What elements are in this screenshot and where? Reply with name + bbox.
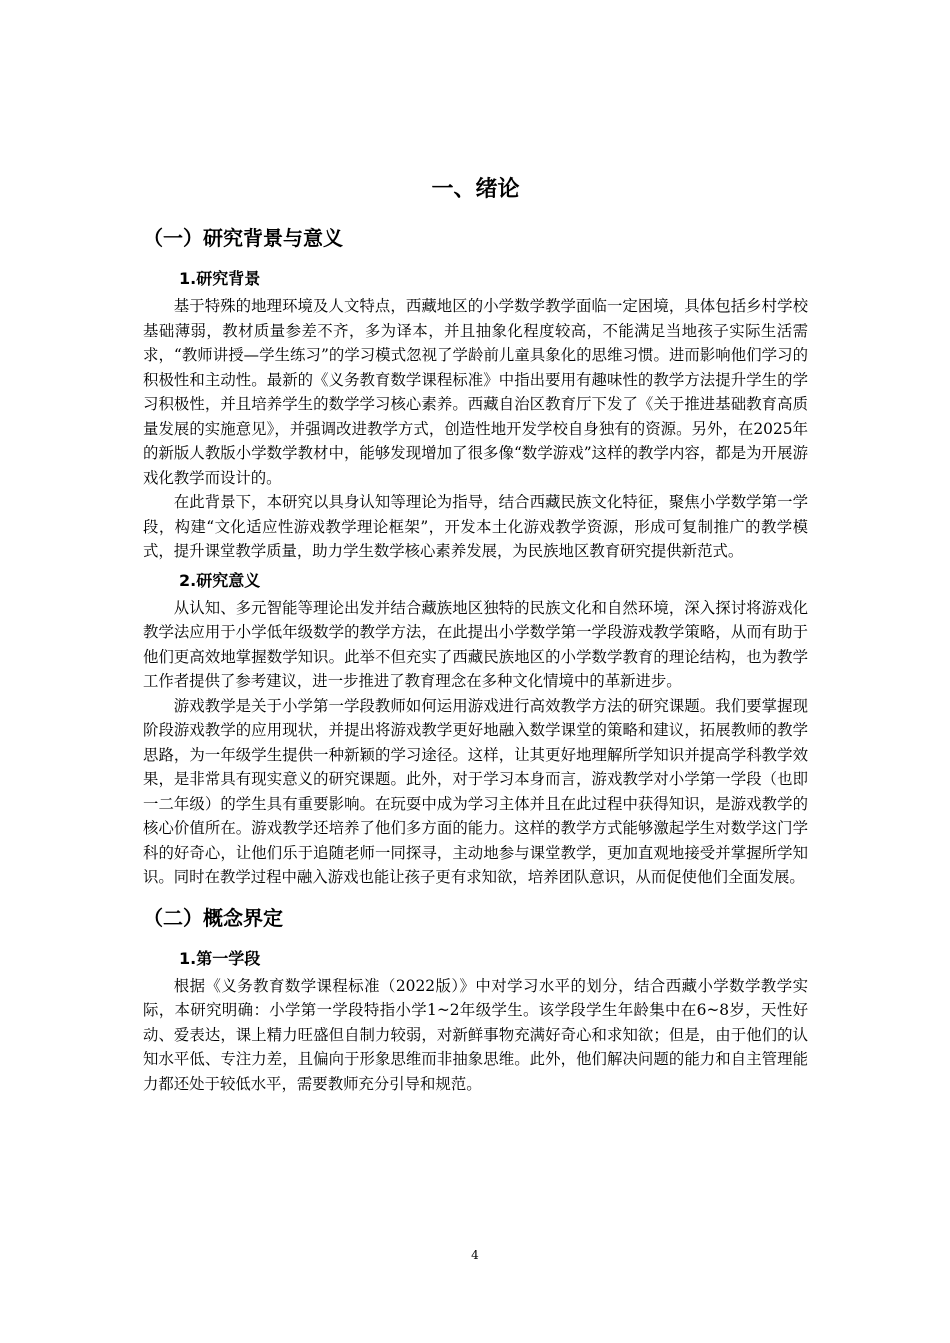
chapter-title: 一、绪论 [431,177,520,202]
subsection-heading-first-stage: 1.第一学段 [179,948,261,968]
paragraph: 基于特殊的地理环境及人文特点，西藏地区的小学数学教学面临一定困境，具体包括乡村学校基础薄弱，教材质量参差不齐，多为译本，并且抽象化程度较高，不能满足当地孩子实际生活需求，“教师讲授—学生练习”的学习模式忽视了学龄前儿童具象化的思维习惯。进而影响他们学习的积极性和主动性。最新的《义务教育数学课程标准》中指出要用有趣味性的教学方法提升学生的学习积极性，并且培养学生的数学学习核心素养。西藏自治区教育厅下发了《关于推进基础教育高质量发展的实施意见》，并强调改进教学方式，创造性地开发学校自身独有的资源。另外，在2025年的新版人教版小学数学教材中，能够发现增加了很多像“数学游戏”这样的教学内容，都是为开展游戏化教学而设计的。 [143,297,808,487]
paragraph: 从认知、多元智能等理论出发并结合藏族地区独特的民族文化和自然环境，深入探讨将游戏化教学法应用于小学低年级数学的教学方法，在此提出小学数学第一学段游戏教学策略，从而有助于他们更高效地掌握数学知识。此举不但充实了西藏民族地区的小学数学教育的理论结构，也为教学工作者提供了参考建议，进一步推进了教育理念在多种文化情境中的革新进步。 [143,598,808,690]
page-number: 4 [471,1248,479,1262]
paragraph: 在此背景下，本研究以具身认知等理论为指导，结合西藏民族文化特征，聚焦小学数学第一学段，构建“文化适应性游戏教学理论框架”，开发本土化游戏教学资源，形成可复制推广的教学模式，提升课堂教学质量，助力学生数学核心素养发展，为民族地区教育研究提供新范式。 [143,493,808,560]
section-heading-background-significance: （一）研究背景与意义 [143,226,343,250]
page-body [143,172,808,1096]
section-heading-concept-definition: （二）概念界定 [143,905,283,930]
subsection-heading-research-background: 1.研究背景 [179,269,261,288]
paragraph: 游戏教学是关于小学第一学段教师如何运用游戏进行高效教学方法的研究课题。我们要掌握现阶段游戏教学的应用现状，并提出将游戏教学更好地融入数学课堂的策略和建议，拓展教师的教学思路，为一年级学生提供一种新颖的学习途径。这样，让其更好地理解所学知识并提高学科教学效果，是非常具有现实意义的研究课题。此外，对于学习本身而言，游戏教学对小学第一学段（也即一二年级）的学生具有重要影响。在玩耍中成为学习主体并且在此过程中获得知识，是游戏教学的核心价值所在。游戏教学还培养了他们多方面的能力。这样的教学方式能够激起学生对数学这门学科的好奇心，让他们乐于追随老师一同探寻，主动地参与课堂教学，更加直观地接受并掌握所学知识。同时在教学过程中融入游戏也能让孩子更有求知欲，培养团队意识，从而促使他们全面发展。 [143,696,808,886]
subsection-heading-research-significance: 2.研究意义 [179,570,261,590]
paragraph: 根据《义务教育数学课程标准（2022版）》中对学习水平的划分，结合西藏小学数学教学实际，本研究明确：小学第一学段特指小学1~2年级学生。该学段学生年龄集中在6~8岁，天性好动、爱表达，课上精力旺盛但自制力较弱，对新鲜事物充满好奇心和求知欲；但是，由于他们的认知水平低、专注力差，且偏向于形象思维而非抽象思维。此外，他们解决问题的能力和自主管理能力都还处于较低水平，需要教师充分引导和规范。 [143,976,808,1093]
